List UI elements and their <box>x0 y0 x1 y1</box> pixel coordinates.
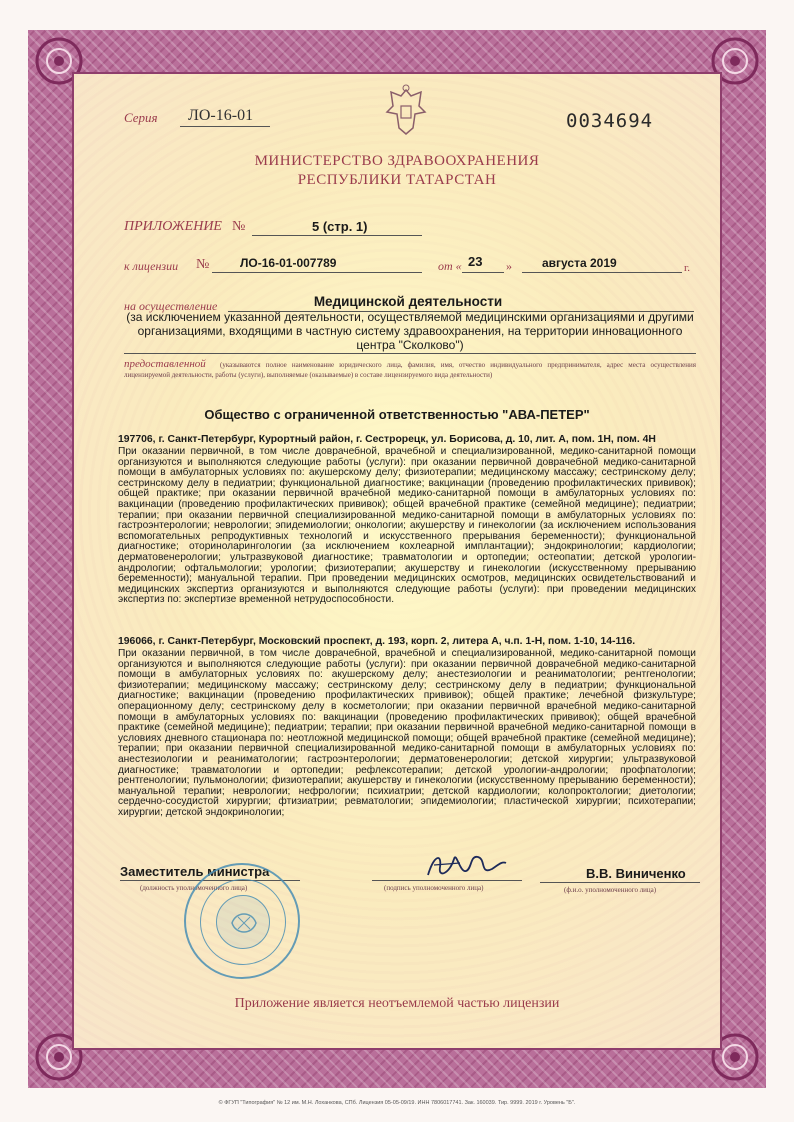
organization-name: Общество с ограниченной ответственностью "АВА-ПЕТЕР" <box>204 407 590 422</box>
granted-note: (указываются полное наименование юридического лица, фамилия, имя, отчество индивидуального предпринимателя, адрес места осуществления лицензируемой деятельности, работы (услуги), выполняемые (оказываемые) в составе лицензируемого вида деятельности) <box>124 361 696 379</box>
ministry-name-line1: МИНИСТЕРСТВО ЗДРАВООХРАНЕНИЯ <box>254 153 540 169</box>
activity-title: Медицинской деятельности <box>313 294 503 309</box>
license-label: к лицензии <box>124 259 179 273</box>
ministry-name-line2: РЕСПУБЛИКИ ТАТАРСТАН <box>297 172 497 188</box>
seal-emblem-icon <box>186 865 302 981</box>
activity-label: на осуществление <box>124 299 218 313</box>
granted-label: предоставленной <box>124 358 206 370</box>
activity-text-underline <box>124 353 696 354</box>
year-suffix: г. <box>684 262 691 274</box>
license-number: ЛО-16-01-007789 <box>240 256 337 270</box>
services-list-2: При оказании первичной, в том числе доврачебной, врачебной и специализированной, медико-санитарной помощи организуются и выполняются следующие работы (услуги): при оказании первичной доврачебной медико-санитарной помощи в амбулаторных условиях по: акушерскому делу; анестезиологии и реаниматологии; рентгенологии; физиотерапии; медицинскому массажу; сестринскому делу; сестринскому делу в педиатрии; функциональной диагностике; вакцинации (проведению профилактических прививок); общей практике; лечебной физкультуре; операционному делу; сестринскому делу в косметологии; при оказании первичной врачебной медико-санитарной помощи в амбулаторных условиях по: вакцинации (проведению профилактических прививок); общей врачебной практике (семейной медицине); педиатрии; терапии; при оказании первичной врачебной медико-санитарной помощи в условиях дневного стационара по: неотложной медицинской помощи; общей врачебной практике (семейной медицине); терапии; при оказании первичной специализированной медико-санитарной помощи в амбулаторных условиях по: анестезиологии и реаниматологии; гастроэнтерологии; дерматовенерологии; детской хирургии; ультразвуковой диагностике; травматологии и ортопедии; рефлексотерапии; детской урологии-андрологии; профпатологии; рентгенологии; пульмонологии; физиотерапии; акушерству и гинекологии (искусственному прерыванию беременности); мануальной терапии; неврологии; нефрологии; психиатрии; детской кардиологии; колопроктологии; диетологии; сердечно-сосудистой хирургии; фтизиатрии; ревматологии; эпидемиологии; пластической хирургии; психотерапии; хирургии; детской эндокринологии; <box>118 648 696 818</box>
date-close-quote: » <box>506 259 512 273</box>
print-line: © ФГУП "Типография" № 12 им. М.Н. Лоханкова, СПб. Лицензия 05-05-09/19. ИНН 7806017741. Зак. 160039. Тир. 9999. 2019 г. Уровень "Б". <box>218 1100 576 1106</box>
position-caption: (должность уполномоченного лица) <box>140 884 248 892</box>
series-label: Серия <box>124 110 158 125</box>
annex-label: ПРИЛОЖЕНИЕ <box>124 219 222 234</box>
annex-underline <box>252 235 422 236</box>
license-underline <box>212 272 422 273</box>
license-no-sign: № <box>196 257 210 272</box>
signature-caption: (подпись уполномоченного лица) <box>384 884 484 892</box>
series-underline <box>180 126 270 127</box>
name-underline <box>540 882 700 883</box>
date-underline <box>522 272 682 273</box>
official-seal <box>184 863 300 979</box>
footer-note: Приложение является неотъемлемой частью лицензии <box>234 996 560 1011</box>
date-day-underline <box>462 272 504 273</box>
annex-value: 5 (стр. 1) <box>312 219 368 234</box>
date-from-label: от « <box>438 259 462 273</box>
address-1: 197706, г. Санкт-Петербург, Курортный район, г. Сестрорецк, ул. Борисова, д. 10, лит. А, пом. 1Н, пом. 4Н <box>118 434 656 445</box>
address-2: 196066, г. Санкт-Петербург, Московский проспект, д. 193, корп. 2, литера А, ч.п. 1-Н, пом. 1-10, 14-116. <box>118 636 636 647</box>
signatory-position: Заместитель министра <box>120 864 270 879</box>
signatory-name: В.В. Виниченко <box>586 866 686 881</box>
activity-text: (за исключением указанной деятельности, осуществляемой медицинскими организациями и другими организациями, входящими в частную систему здравоохранения, на территории инновационного центра "Сколково") <box>126 310 694 352</box>
date-month-year: августа 2019 <box>542 256 617 270</box>
services-list-1: При оказании первичной, в том числе доврачебной, врачебной и специализированной, медико-санитарной помощи организуются и выполняются следующие работы (услуги): при оказании первичной доврачебной медико-санитарной помощи в амбулаторных условиях по: акушерскому делу; физиотерапии; медицинскому массажу; сестринскому делу; сестринскому делу в педиатрии; функциональной диагностике; вакцинации (проведению профилактических прививок); общей практике; при оказании первичной врачебной медико-санитарной помощи в амбулаторных условиях по: вакцинации (проведению профилактических прививок); общей врачебной практике (семейной медицине); педиатрии; терапии; при оказании первичной специализированной медико-санитарной помощи в амбулаторных условиях по: гастроэнтерологии; неврологии; эпидемиологии; онкологии; акушерству и гинекологии (за исключением использования вспомогательных репродуктивных технологий и искусственного прерывания беременности); функциональной диагностике; оториноларингологии (за исключением кохлеарной имплантации); эндокринологии; кардиологии; дерматовенерологии; ультразвуковой диагностике; травматологии и ортопедии; остеопатии; детской урологии-андрологии; офтальмологии; урологии; физиотерапии; акушерству и гинекологии (искусственному прерыванию беременности); мануальной терапии. При проведении медицинских осмотров, медицинских освидетельствований и медицинских экспертиз организуются и выполняются следующие работы (услуги): при проведении медицинских экспертиз по: экспертизе временной нетрудоспособности. <box>118 446 696 606</box>
signature-image <box>420 845 510 885</box>
coat-of-arms-icon <box>383 84 429 136</box>
annex-no-sign: № <box>232 219 246 234</box>
date-day: 23 <box>468 254 483 269</box>
signature-underline <box>372 880 522 881</box>
series-value: ЛО-16-01 <box>188 107 254 124</box>
name-caption: (ф.и.о. уполномоченного лица) <box>564 886 657 894</box>
form-number: 0034694 <box>566 110 654 132</box>
